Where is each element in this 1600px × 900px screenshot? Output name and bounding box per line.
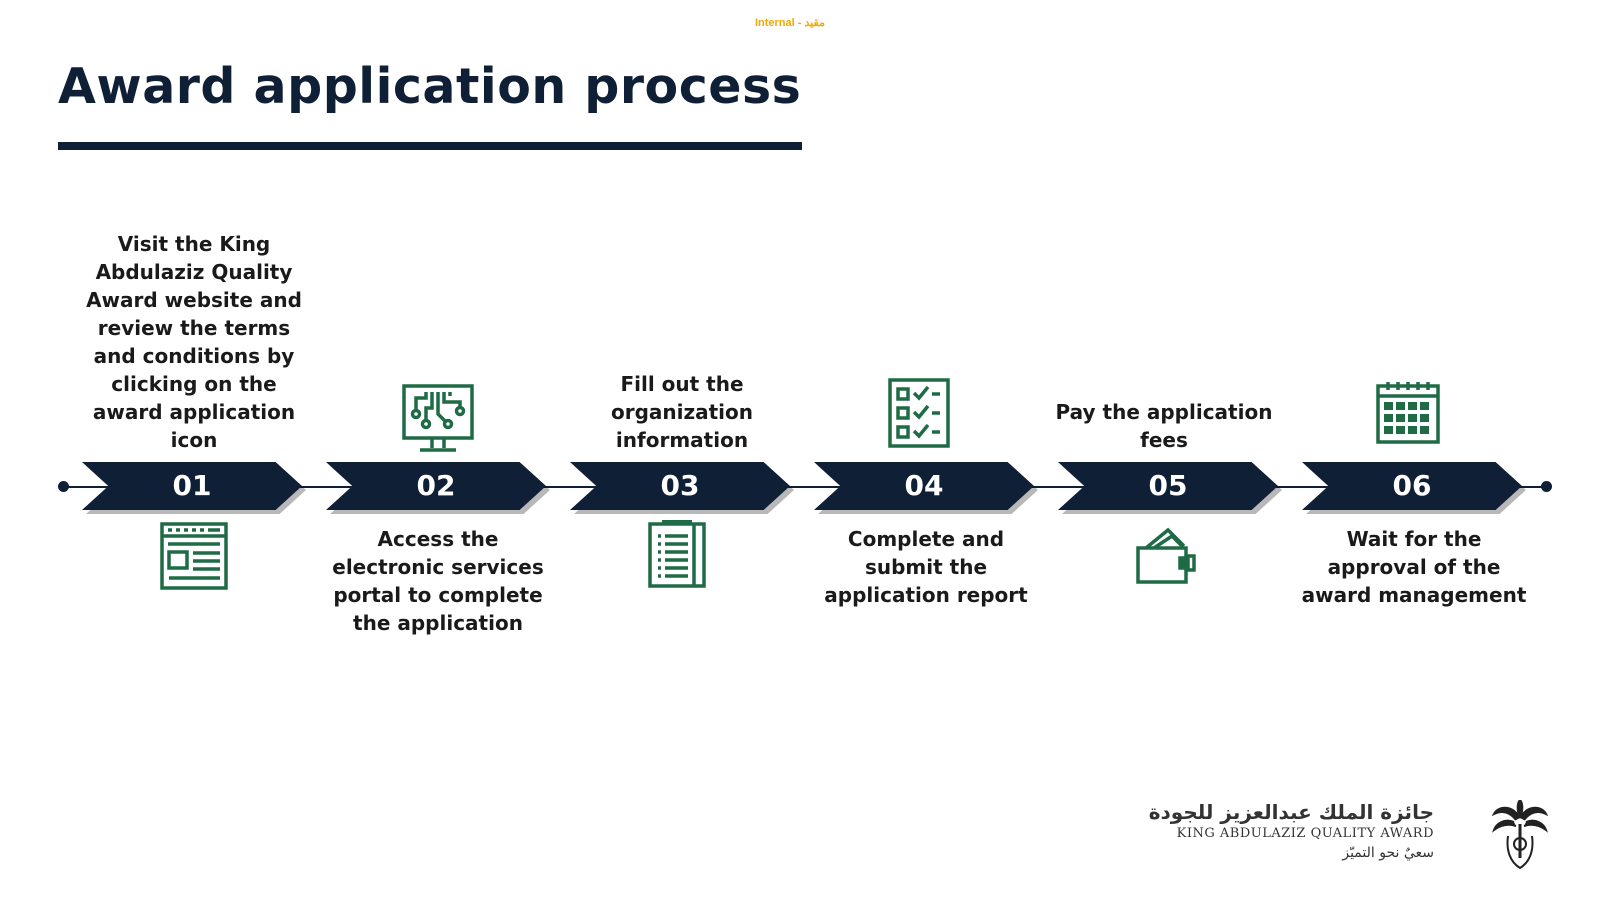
award-emblem-logo bbox=[1490, 800, 1550, 874]
step-05-text: Pay the application fees bbox=[1055, 400, 1273, 452]
step-number: 06 bbox=[1392, 469, 1432, 502]
timeline-start-dot bbox=[58, 481, 69, 492]
step-number: 05 bbox=[1148, 469, 1188, 502]
calendar-icon bbox=[1376, 380, 1440, 448]
step-chevron-04 bbox=[814, 462, 1038, 514]
logo-english-name: KING ABDULAZIZ QUALITY AWARD bbox=[1176, 826, 1434, 841]
checklist-icon bbox=[888, 378, 950, 452]
clipboard-form-icon bbox=[648, 520, 706, 592]
step-03-text: Fill out the organization information bbox=[610, 372, 754, 452]
classification-label: Internal - مقيد bbox=[754, 17, 826, 29]
step-number: 04 bbox=[904, 469, 944, 502]
step-number: 01 bbox=[172, 469, 212, 502]
title-underline bbox=[58, 142, 802, 150]
step-02-text: Access the electronic services portal to complete the application bbox=[332, 527, 544, 635]
logo-arabic-name: جائزة الملك عبدالعزيز للجودة bbox=[1148, 800, 1434, 824]
step-chevron-06 bbox=[1302, 462, 1526, 514]
step-number: 02 bbox=[416, 469, 456, 502]
wallet-icon bbox=[1136, 524, 1198, 590]
step-number: 03 bbox=[660, 469, 700, 502]
step-01-text: Visit the King Abdulaziz Quality Award website and review the terms and conditions by clicking on the award application icon bbox=[86, 232, 302, 452]
computer-circuit-icon bbox=[402, 384, 474, 458]
step-chevron-03 bbox=[570, 462, 794, 514]
step-chevron-02 bbox=[326, 462, 550, 514]
step-chevron-01 bbox=[82, 462, 306, 514]
step-chevron-05 bbox=[1058, 462, 1282, 514]
step-04-text: Complete and submit the application report bbox=[824, 527, 1028, 607]
logo-tagline: سعيٌ نحو التميّز bbox=[1342, 845, 1434, 861]
page-title: Award application process bbox=[58, 58, 802, 115]
timeline-end-dot bbox=[1541, 481, 1552, 492]
website-icon bbox=[160, 522, 228, 594]
step-06-text: Wait for the approval of the award management bbox=[1301, 527, 1527, 607]
